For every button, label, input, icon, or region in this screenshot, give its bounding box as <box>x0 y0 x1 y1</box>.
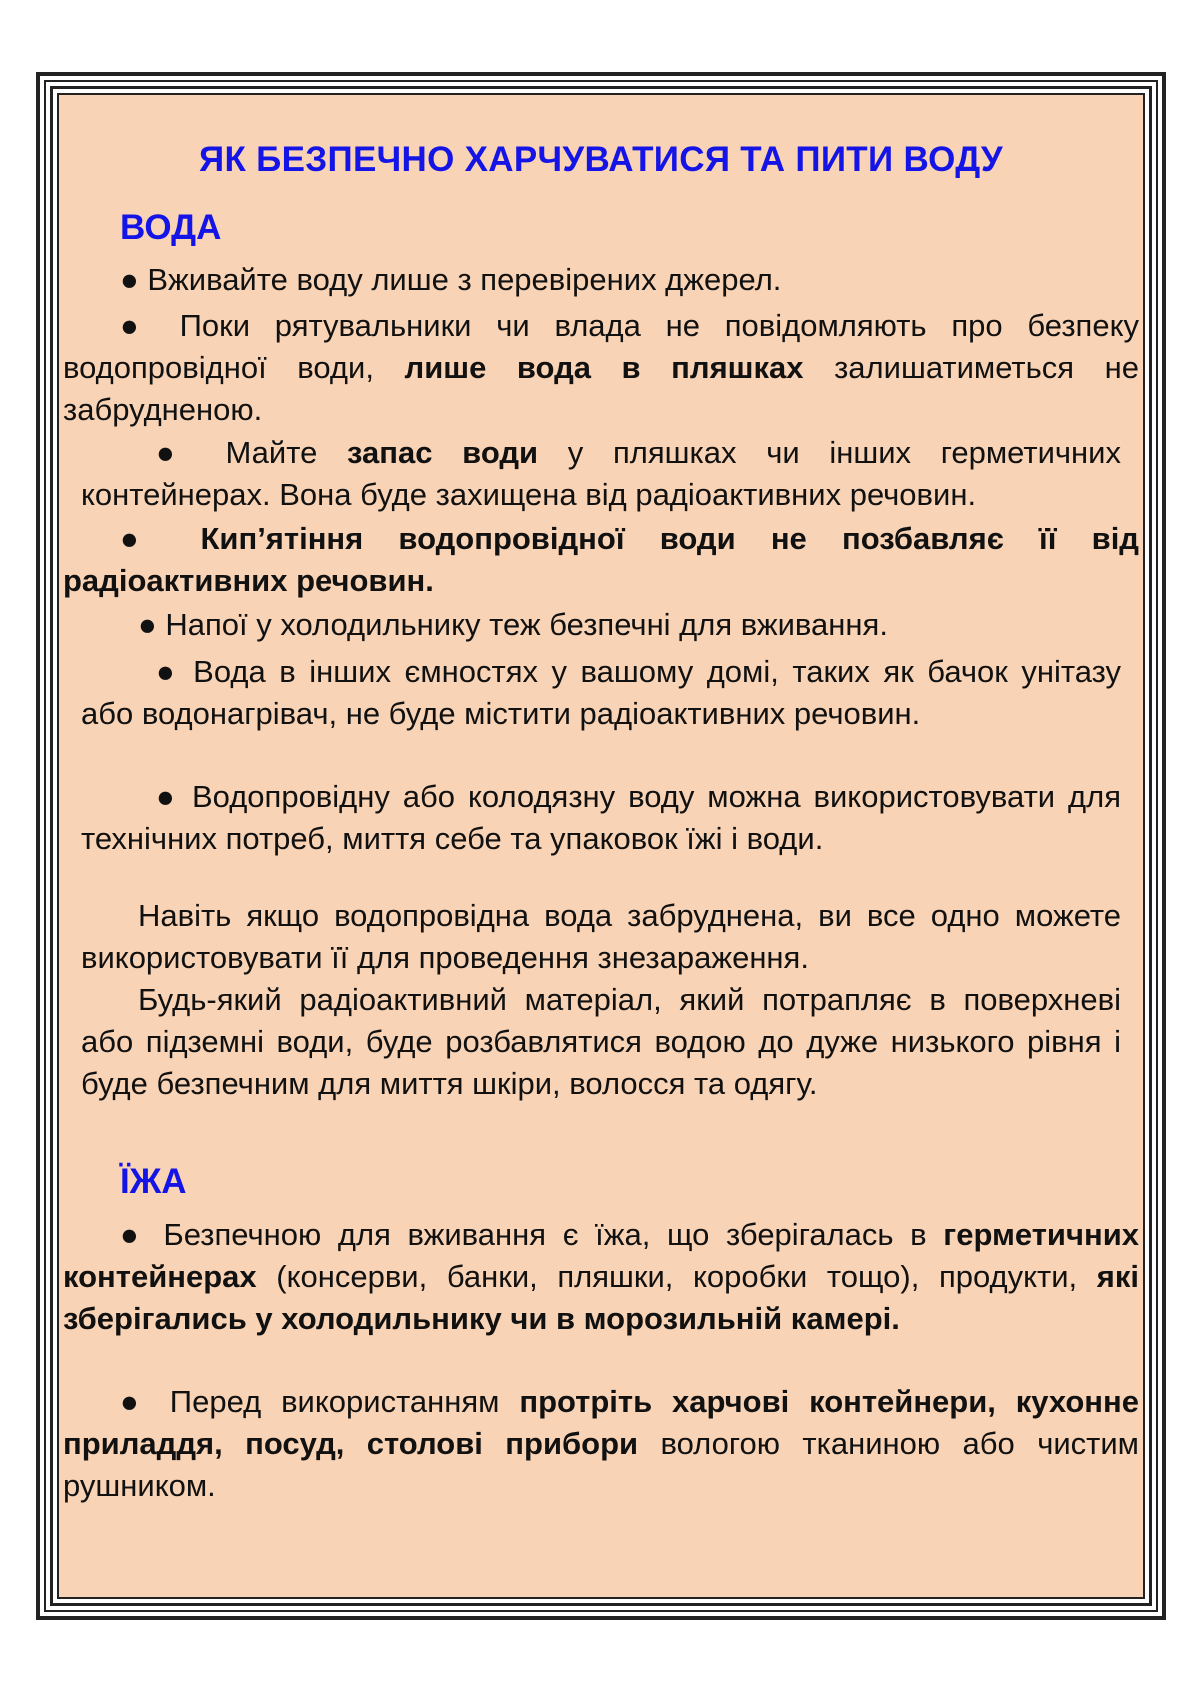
border-line-3 <box>50 86 1152 1606</box>
food-paragraph-1 <box>63 1214 1139 1340</box>
water-paragraph-6 <box>81 651 1121 735</box>
water-paragraph-4 <box>63 518 1139 602</box>
food-p1-text: ● Безпечною для вживання є їжа, що зберігалась в <box>120 1217 944 1252</box>
water-paragraph-2 <box>63 305 1139 431</box>
border-line-2 <box>44 80 1158 1612</box>
water-p3-text: ● Майте <box>156 435 348 470</box>
page-title: ЯК БЕЗПЕЧНО ХАРЧУВАТИСЯ ТА ПИТИ ВОДУ <box>199 140 1003 179</box>
water-p1-text: ● Вживайте воду лише з перевірених джерел. <box>120 262 782 297</box>
water-paragraph-7 <box>81 776 1121 860</box>
page-border <box>36 72 1166 1620</box>
water-p2-bold: лише вода в пляшках <box>404 350 804 385</box>
water-p4-bold: ● Кип’ятіння водопровідної води не позбавляє її від радіоактивних речовин. <box>63 521 1139 598</box>
food-p2-text-end: вологою тканиною або чистим рушником. <box>63 1426 1139 1503</box>
water-p2-text: ● Поки рятувальники чи влада не повідомляють про безпеку водопровідної води, <box>63 308 1139 385</box>
water-paragraph-3 <box>81 432 1121 516</box>
water-paragraph-1 <box>63 259 1139 301</box>
food-p1-text-mid: (консерви, банки, пляшки, коробки тощо), продукти, <box>256 1259 1097 1294</box>
food-p2-text: ● Перед використанням <box>120 1384 520 1419</box>
food-paragraph-2 <box>63 1381 1139 1507</box>
food-p1-bold-end: які зберігались у холодильнику чи в морозильній камері. <box>63 1259 1139 1336</box>
water-p3-bold: запас води <box>347 435 539 470</box>
document-body <box>63 95 1139 1597</box>
water-p7-text: ● Водопровідну або колодязну воду можна використовувати для технічних потреб, миття себе та упаковок їжі і води. <box>81 779 1121 856</box>
water-paragraph-5 <box>63 604 1139 646</box>
water-p9-text: Будь-який радіоактивний матеріал, який потрапляє в поверхневі або підземні води, буде розбавлятися водою до дуже низького рівня і буде безпечним для миття шкіри, волосся та одягу. <box>81 982 1121 1101</box>
section-heading-food: ЇЖА <box>120 1162 187 1201</box>
water-p3-text-end: у пляшках чи інших герметичних контейнерах. Вона буде захищена від радіоактивних речовин. <box>81 435 1121 512</box>
water-p2-text-end: залишатиметься не забрудненою. <box>63 350 1139 427</box>
water-p5-text: ● Напої у холодильнику теж безпечні для вживання. <box>138 607 888 642</box>
water-paragraph-8 <box>81 895 1121 979</box>
food-p1-bold: герметичних контейнерах <box>63 1217 1139 1294</box>
water-p8-text: Навіть якщо водопровідна вода забруднена, ви все одно можете використовувати її для проведення знезараження. <box>81 898 1121 975</box>
water-p6-text: ● Вода в інших ємностях у вашому домі, таких як бачок унітазу або водонагрівач, не буде містити радіоактивних речовин. <box>81 654 1121 731</box>
content-panel <box>57 93 1145 1599</box>
section-heading-water: ВОДА <box>120 208 222 247</box>
water-paragraph-9 <box>81 979 1121 1105</box>
food-p2-bold: протріть харчові контейнери, кухонне приладдя, посуд, столові прибори <box>63 1384 1139 1461</box>
